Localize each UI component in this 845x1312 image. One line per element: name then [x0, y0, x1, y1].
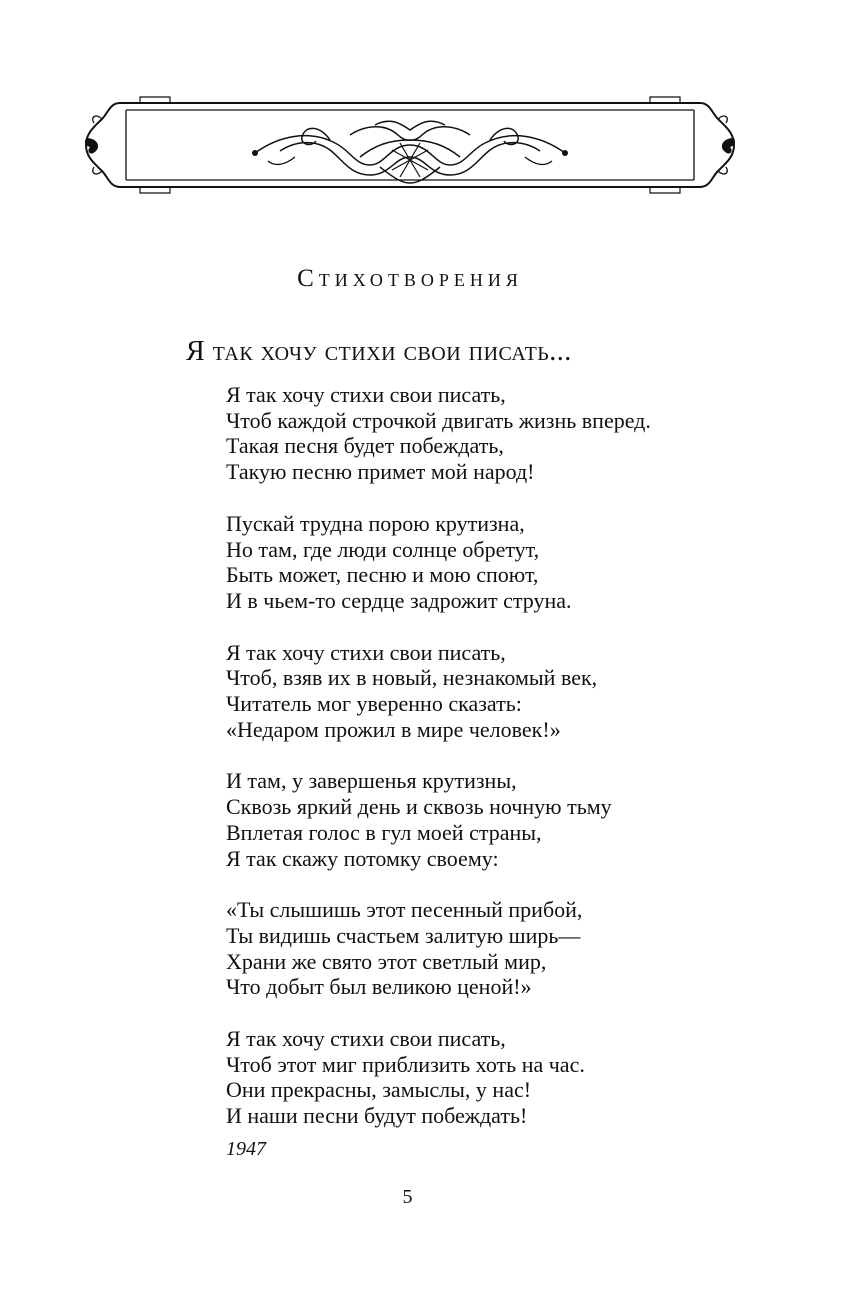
stanza-4 [226, 768, 651, 871]
poem-line: Чтоб, взяв их в новый, незнакомый век, [226, 665, 598, 691]
poem-line: И наши песни будут побеждать! [226, 1103, 528, 1129]
decorative-header-ornament [80, 95, 740, 195]
poem-line: «Недаром прожил в мире человек!» [226, 716, 561, 742]
poem-line: Чтоб этот миг приблизить хоть на час. [226, 1051, 585, 1077]
poem-line: Сквозь яркий день и сквозь ночную тьму [226, 794, 612, 820]
poem-line: «Ты слышишь этот песенный прибой, [226, 897, 583, 923]
poem-line: Храни же свято этот светлый мир, [226, 948, 547, 974]
poem-line: Такую песню примет мой народ! [226, 459, 535, 485]
poem-line: Пускай трудна порою крутизна, [226, 510, 525, 536]
poem-line: Я так хочу стихи свои писать, [226, 639, 506, 665]
poem-line: Ты видишь счастьем залитую ширь— [226, 922, 581, 948]
poem-line: Я так хочу стихи свои писать, [226, 382, 506, 407]
stanza-3 [226, 640, 651, 743]
poem-line: Быть может, песню и мою споют, [226, 562, 539, 588]
poem-line: Но там, где люди солнце обретут, [226, 536, 540, 562]
poem-line: Я так скажу потомку своему: [226, 845, 499, 871]
poem-line: Что добыт был великою ценой!» [226, 974, 532, 1000]
stanza-5 [226, 897, 651, 1000]
poem-date: 1947 [226, 1138, 266, 1160]
page-number: 5 [402, 1186, 413, 1208]
poem-line: Они прекрасны, замыслы, у нас! [226, 1077, 532, 1103]
stanza-6 [226, 1026, 651, 1129]
stanza-1 [226, 382, 651, 485]
poem-line: Читатель мог уверенно сказать: [226, 691, 522, 717]
poem-line: И в чьем-то сердце задрожит струна. [226, 587, 572, 613]
poem-body [226, 382, 651, 1155]
poem-line: И там, у завершенья крутизны, [226, 768, 517, 794]
poem-line: Вплетая голос в гул моей страны, [226, 819, 542, 845]
stanza-2 [226, 511, 651, 614]
poem-line: Такая песня будет побеждать, [226, 433, 504, 459]
poem-line: Чтоб каждой строчкой двигать жизнь вперед. [226, 407, 651, 433]
poem-line: Я так хочу стихи свои писать, [226, 1026, 506, 1052]
section-title: Стихотворения [297, 265, 523, 292]
poem-title: Я так хочу стихи свои писать... [186, 336, 572, 367]
